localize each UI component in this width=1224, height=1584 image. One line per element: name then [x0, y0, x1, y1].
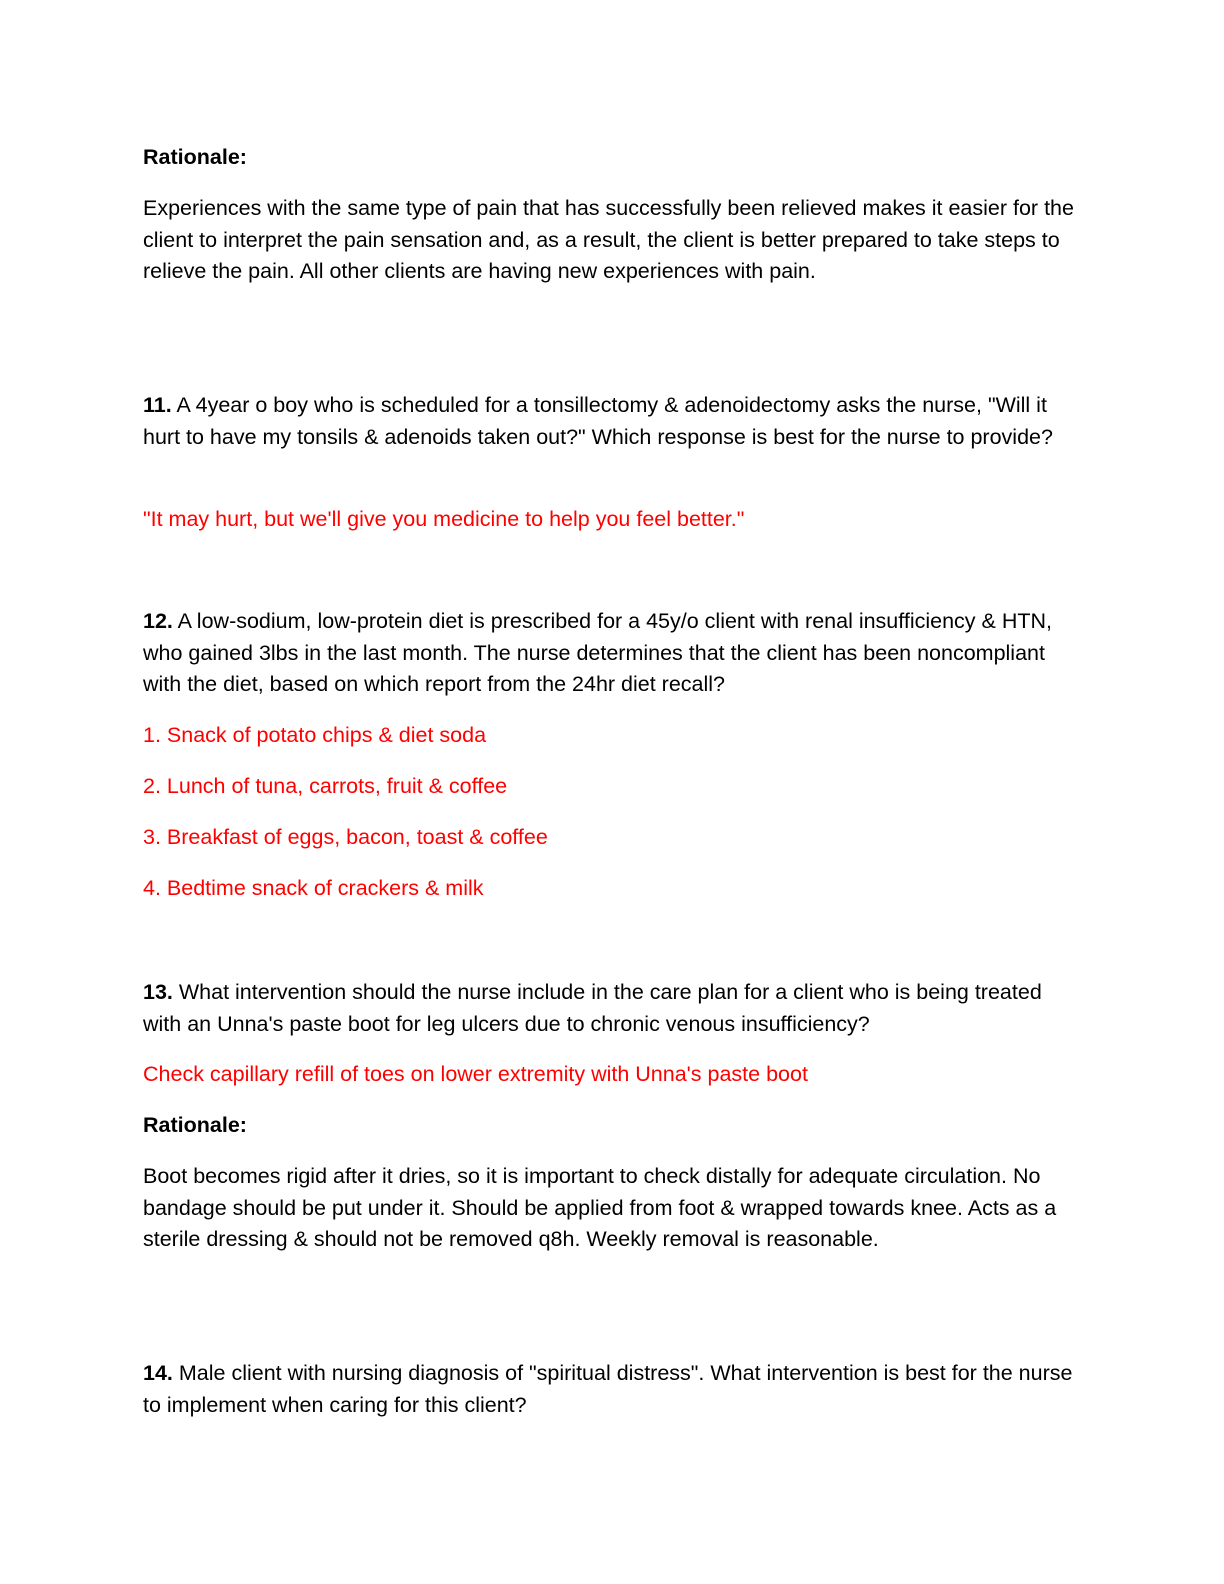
- answer-11: "It may hurt, but we'll give you medicine to help you feel better.": [143, 507, 745, 531]
- question-13: [143, 977, 1083, 1040]
- answer-13: Check capillary refill of toes on lower extremity with Unna's paste boot: [143, 1062, 808, 1086]
- question-text: What intervention should the nurse include in the care plan for a client who is being treated with an Unna's paste boot for leg ulcers due to chronic venous insufficiency?: [143, 980, 1042, 1036]
- question-number: 11.: [143, 393, 172, 417]
- rationale-heading: Rationale:: [143, 145, 247, 169]
- question-text: A low-sodium, low-protein diet is prescribed for a 45y/o client with renal insufficiency & HTN, who gained 3lbs in the last month. The nurse determines that the client has been noncompliant with the diet, based on which report from the 24hr diet recall?: [143, 609, 1052, 696]
- question-14: [143, 1358, 1083, 1421]
- question-text: A 4year o boy who is scheduled for a tonsillectomy & adenoidectomy asks the nurse, "Will it hurt to have my tonsils & adenoids taken out?" Which response is best for the nurse to provide?: [143, 393, 1053, 449]
- answer-option-1: 1. Snack of potato chips & diet soda: [143, 723, 487, 747]
- rationale-text: Boot becomes rigid after it dries, so it is important to check distally for adequate circulation. No bandage should be put under it. Should be applied from foot & wrapped towards knee. Acts as a sterile dressing & should not be removed q8h. Weekly removal is reasonable.: [143, 1164, 1057, 1251]
- rationale-text: Experiences with the same type of pain that has successfully been relieved makes it easier for the client to interpret the pain sensation and, as a result, the client is better prepared to take steps to relieve the pain. All other clients are having new experiences with pain.: [143, 196, 1074, 283]
- question-11: [143, 390, 1083, 453]
- question-12: [143, 606, 1083, 701]
- answer-option-2: 2. Lunch of tuna, carrots, fruit & coffee: [143, 774, 508, 798]
- answer-option-3: 3. Breakfast of eggs, bacon, toast & coffee: [143, 825, 548, 849]
- answer-option-4: 4. Bedtime snack of crackers & milk: [143, 876, 484, 900]
- question-number: 14.: [143, 1361, 173, 1385]
- question-number: 13.: [143, 980, 173, 1004]
- question-text: Male client with nursing diagnosis of "spiritual distress". What intervention is best for the nurse to implement when caring for this client?: [143, 1361, 1073, 1417]
- question-number: 12.: [143, 609, 173, 633]
- rationale-heading: Rationale:: [143, 1113, 247, 1137]
